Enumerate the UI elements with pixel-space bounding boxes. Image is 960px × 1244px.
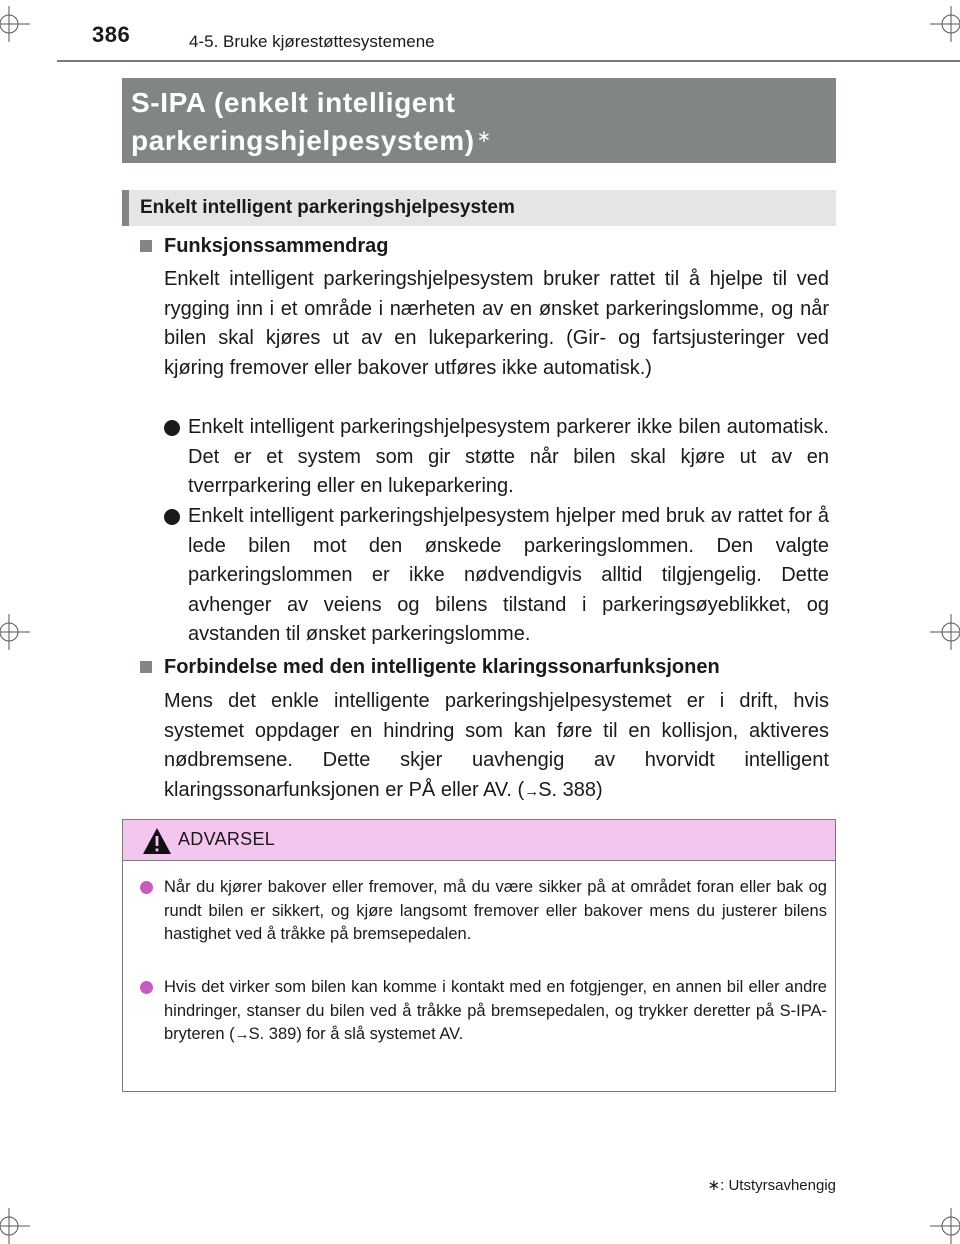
crop-mark-icon bbox=[0, 612, 40, 652]
crop-mark-icon bbox=[0, 6, 40, 46]
warning-item bbox=[140, 976, 827, 1047]
section-paragraph: Enkelt intelligent parkeringshjelpesystem bruker rattet til å hjelpe til ved rygging inn i et område i nærheten av en ønsket parkeringslomme, og når bilen skal kjøres ut av en lukeparkering. (Gir- og fartsjusteringer ved kjøring fremover eller bakover utføres ikke automatisk.) bbox=[164, 268, 829, 379]
section-paragraph: Mens det enkle intelligente parkeringshjelpesystemet er i drift, hvis systemet oppdager en hindring som kan føre til en kollisjon, aktiveres nødbremsene. Dette skjer uavhengig av hvorvidt intelligent klaringssonarfunksjonen er PÅ eller AV. (→S. 388) bbox=[164, 690, 829, 801]
section-heading: Forbindelse med den intelligente klaringssonarfunksjonen bbox=[164, 656, 720, 678]
list-item-text: Enkelt intelligent parkeringshjelpesystem hjelper med bruk av rattet for å lede bilen mot den ønskede parkeringslommen. Den valgte parkeringslommen er ikke nødvendigvis alltid tilgjengelig. Dette avhenger av veiens og bilens tilstand i parkeringsøyeblikket, og avstanden til ønsket parkeringslomme. bbox=[188, 505, 829, 645]
list-item bbox=[164, 502, 829, 650]
list-item bbox=[164, 413, 829, 502]
warning-item-text: Når du kjører bakover eller fremover, må du være sikker på at området foran eller bak og rundt bilen er sikkert, og kjøre langsomt fremover eller bakover mens du justerer bilens hastighet ved å tråkke på bremsepedalen. bbox=[164, 878, 827, 943]
crop-mark-icon bbox=[920, 6, 960, 46]
section-reference: 4-5. Bruke kjørestøttesystemene bbox=[189, 32, 435, 51]
list-item-text: Enkelt intelligent parkeringshjelpesystem parkerer ikke bilen automatisk. Det er et system som gir støtte når bilen skal kjøre ut av en tverrparkering eller en lukeparkering. bbox=[188, 416, 829, 497]
round-bullet-icon bbox=[164, 420, 180, 436]
footnote-marker: ∗ bbox=[476, 127, 492, 146]
warning-item-text: Hvis det virker som bilen kan komme i kontakt med en fotgjenger, en annen bil eller andre hindringer, stanser du bilen ved å tråkke på bremsepedalen, og trykker deretter på S-IPA-bryteren (→S. 389) for å slå systemet AV. bbox=[164, 978, 827, 1043]
footnote-text: : Utstyrsavhengig bbox=[720, 1177, 836, 1194]
crop-mark-icon bbox=[920, 612, 960, 652]
warning-label: ADVARSEL bbox=[178, 829, 276, 849]
square-bullet-icon bbox=[140, 661, 152, 673]
footnote-marker: ∗ bbox=[707, 1177, 721, 1194]
page-reference-link[interactable]: S. 388) bbox=[538, 778, 603, 801]
round-bullet-icon bbox=[140, 981, 153, 994]
title-line-1: S-IPA (enkelt intelligent bbox=[131, 87, 456, 118]
warning-box bbox=[122, 819, 836, 1092]
crop-mark-icon bbox=[0, 1204, 40, 1244]
crop-mark-icon bbox=[920, 1204, 960, 1244]
section-heading: Funksjonssammendrag bbox=[164, 235, 389, 257]
title-line-2: parkeringshjelpesystem) ∗ bbox=[131, 125, 492, 156]
square-bullet-icon bbox=[140, 240, 152, 252]
warning-item bbox=[140, 876, 827, 947]
warning-header bbox=[123, 820, 835, 861]
subheading: Enkelt intelligent parkeringshjelpesystem bbox=[122, 190, 836, 226]
footnote bbox=[708, 1176, 836, 1194]
arrow-ref-icon: → bbox=[234, 1026, 249, 1043]
arrow-ref-icon: → bbox=[524, 782, 539, 800]
round-bullet-icon bbox=[140, 881, 153, 894]
page-title bbox=[122, 78, 836, 163]
round-bullet-icon bbox=[164, 509, 180, 525]
page-reference-link[interactable]: S. 389) for å slå systemet AV. bbox=[248, 1025, 464, 1043]
page-number: 386 bbox=[92, 22, 131, 47]
header-divider bbox=[57, 60, 960, 62]
warning-triangle-icon bbox=[142, 827, 172, 860]
